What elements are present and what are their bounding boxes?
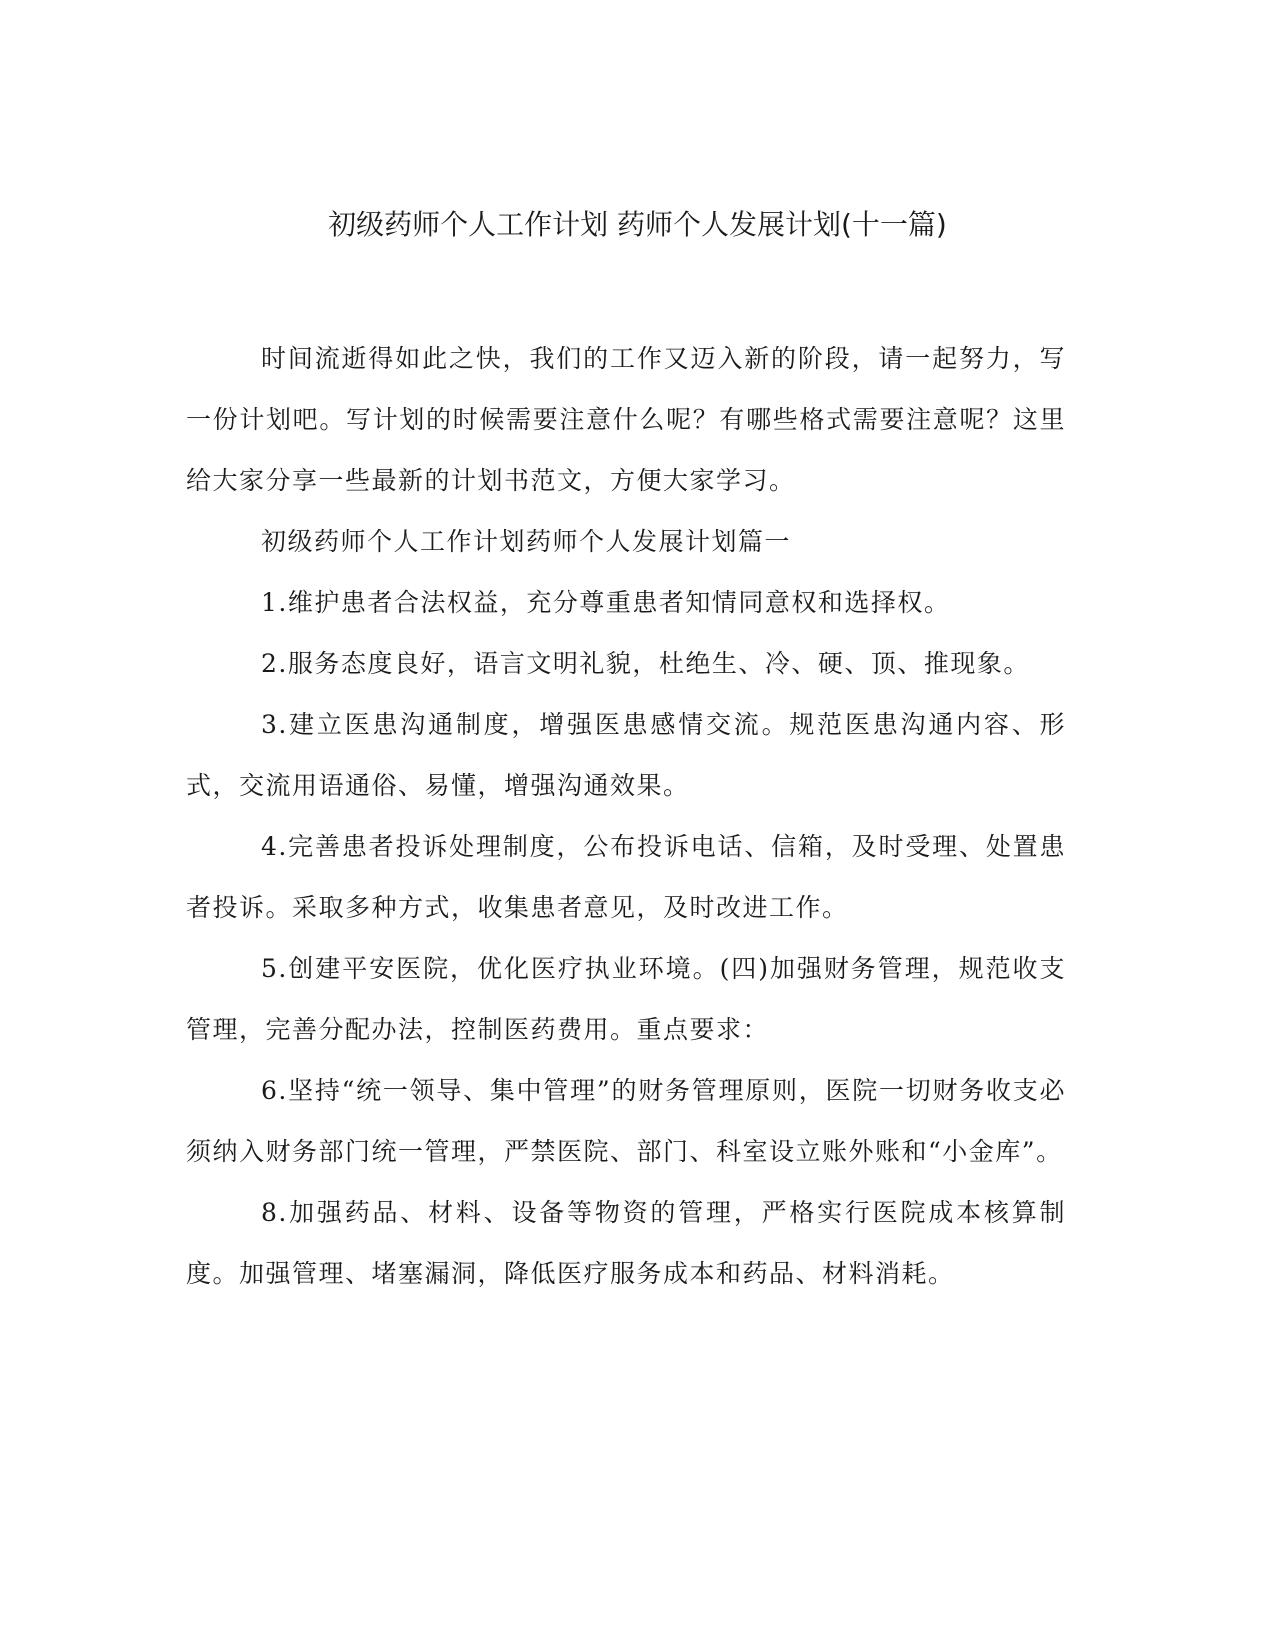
list-item-4: 4.完善患者投诉处理制度，公布投诉电话、信箱，及时受理、处置患者投诉。采取多种方式，收集患者意见，及时改进工作。 xyxy=(186,832,1066,922)
list-item-1: 1.维护患者合法权益，充分尊重患者知情同意权和选择权。 xyxy=(261,588,951,617)
list-item-5: 5.创建平安医院，优化医疗执业环境。(四)加强财务管理，规范收支管理，完善分配办法，控制医药费用。重点要求： xyxy=(186,954,1066,1044)
section-heading: 初级药师个人工作计划药师个人发展计划篇一 xyxy=(261,527,792,556)
list-item-2: 2.服务态度良好，语言文明礼貌，杜绝生、冷、硬、顶、推现象。 xyxy=(261,649,1030,678)
document-title: 初级药师个人工作计划 药师个人发展计划(十一篇) xyxy=(328,208,947,241)
list-item-8: 8.加强药品、材料、设备等物资的管理，严格实行医院成本核算制度。加强管理、堵塞漏洞，降低医疗服务成本和药品、材料消耗。 xyxy=(186,1198,1066,1288)
list-item-6: 6.坚持“统一领导、集中管理”的财务管理原则，医院一切财务收支必须纳入财务部门统一管理，严禁医院、部门、科室设立账外账和“小金库”。 xyxy=(186,1076,1066,1166)
list-item-3: 3.建立医患沟通制度，增强医患感情交流。规范医患沟通内容、形式，交流用语通俗、易懂，增强沟通效果。 xyxy=(186,710,1066,800)
intro-paragraph: 时间流逝得如此之快，我们的工作又迈入新的阶段，请一起努力，写一份计划吧。写计划的时候需要注意什么呢？有哪些格式需要注意呢？这里给大家分享一些最新的计划书范文，方便大家学习。 xyxy=(186,344,1066,495)
document-body xyxy=(186,328,1066,1304)
